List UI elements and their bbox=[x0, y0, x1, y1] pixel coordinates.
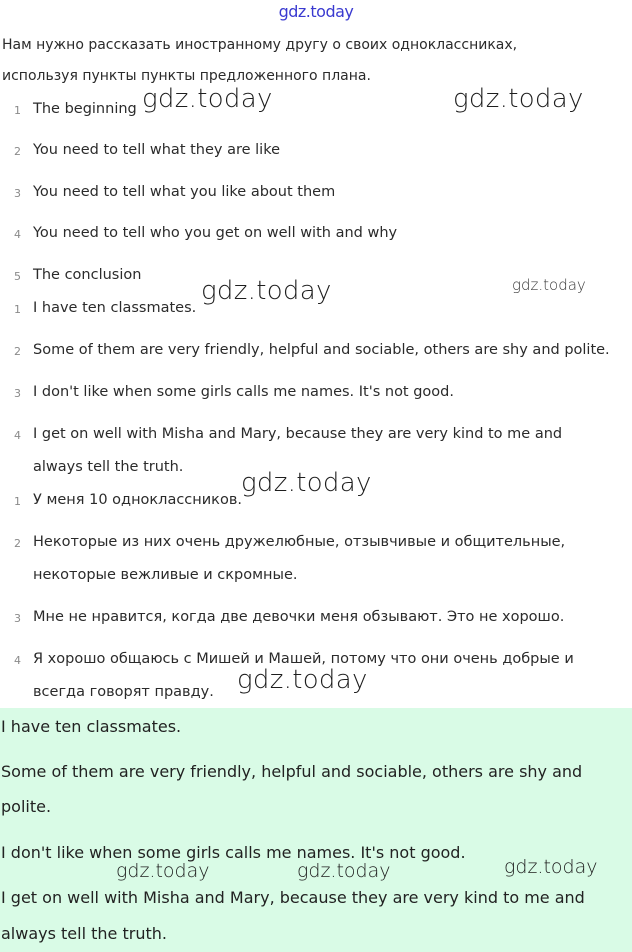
intro-line-2: используя пункты пункты предложенного плана. bbox=[2, 68, 371, 84]
list-number: 1 bbox=[14, 303, 21, 316]
green-answer-line: polite. bbox=[1, 797, 52, 816]
answer-highlight-block bbox=[0, 708, 632, 952]
list-number: 4 bbox=[14, 429, 21, 442]
list-number: 3 bbox=[14, 187, 21, 200]
answer-ru-text: всегда говорят правду. bbox=[33, 684, 214, 700]
green-answer-line: I don't like when some girls calls me names. It's not good. bbox=[1, 843, 466, 862]
answer-ru-text: Я хорошо общаюсь с Мишей и Машей, потому что они очень добрые и bbox=[33, 651, 574, 667]
site-logo[interactable]: gdz.today bbox=[278, 2, 354, 21]
list-number: 3 bbox=[14, 612, 21, 625]
answer-ru-text: У меня 10 одноклассников. bbox=[33, 492, 242, 508]
green-answer-line: I get on well with Misha and Mary, because they are very kind to me and bbox=[1, 888, 585, 907]
list-number: 2 bbox=[14, 537, 21, 550]
list-number: 1 bbox=[14, 495, 21, 508]
list-number: 3 bbox=[14, 387, 21, 400]
watermark: gdz.today bbox=[504, 856, 598, 878]
answer-ru-text: Мне не нравится, когда две девочки меня обзывают. Это не хорошо. bbox=[33, 609, 565, 625]
watermark: gdz.today bbox=[297, 860, 391, 882]
plan-item-text: The beginning bbox=[33, 101, 137, 117]
watermark: gdz.today bbox=[512, 276, 586, 294]
answer-en-text: I don't like when some girls calls me names. It's not good. bbox=[33, 384, 454, 400]
list-number: 4 bbox=[14, 654, 21, 667]
green-answer-line: always tell the truth. bbox=[1, 924, 167, 943]
watermark: gdz.today bbox=[241, 468, 372, 498]
answer-ru-text: некоторые вежливые и скромные. bbox=[33, 567, 298, 583]
plan-item-text: You need to tell who you get on well with and why bbox=[33, 225, 398, 241]
list-number: 4 bbox=[14, 228, 21, 241]
plan-item-text: You need to tell what you like about them bbox=[33, 184, 336, 200]
plan-item-text: You need to tell what they are like bbox=[33, 142, 281, 158]
green-answer-line: I have ten classmates. bbox=[1, 717, 182, 736]
watermark: gdz.today bbox=[201, 276, 332, 306]
answer-en-text: I get on well with Misha and Mary, because they are very kind to me and bbox=[33, 426, 563, 442]
answer-en-text: I have ten classmates. bbox=[33, 300, 197, 316]
intro-line-1: Нам нужно рассказать иностранному другу о своих одноклассниках, bbox=[2, 37, 518, 53]
answer-en-text: Some of them are very friendly, helpful and sociable, others are shy and polite. bbox=[33, 342, 610, 358]
plan-item-text: The conclusion bbox=[33, 267, 142, 283]
watermark: gdz.today bbox=[142, 84, 273, 114]
watermark: gdz.today bbox=[237, 665, 368, 695]
green-answer-line: Some of them are very friendly, helpful and sociable, others are shy and bbox=[1, 762, 583, 781]
answer-en-text: always tell the truth. bbox=[33, 459, 184, 475]
watermark: gdz.today bbox=[116, 860, 210, 882]
answer-ru-text: Некоторые из них очень дружелюбные, отзывчивые и общительные, bbox=[33, 534, 566, 550]
list-number: 2 bbox=[14, 145, 21, 158]
watermark: gdz.today bbox=[453, 84, 584, 114]
list-number: 2 bbox=[14, 345, 21, 358]
list-number: 5 bbox=[14, 270, 21, 283]
list-number: 1 bbox=[14, 104, 21, 117]
